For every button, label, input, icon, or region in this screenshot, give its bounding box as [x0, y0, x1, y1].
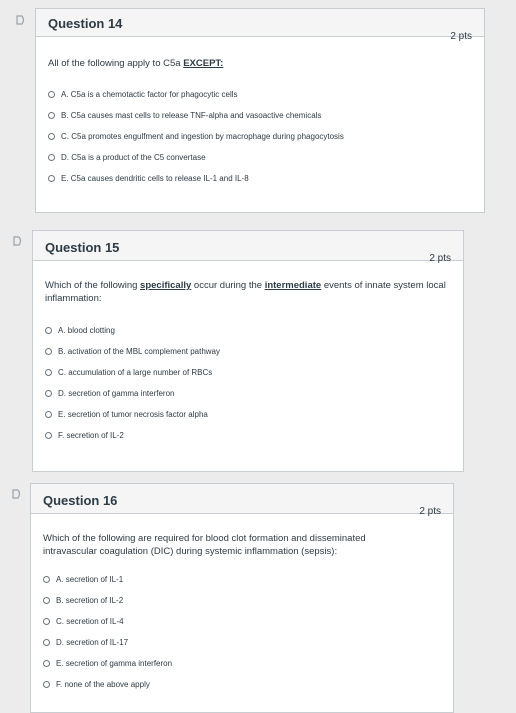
- flag-question-15-icon[interactable]: [13, 236, 23, 246]
- radio-icon[interactable]: [48, 175, 55, 182]
- question-16-card: [30, 483, 454, 713]
- question-14-title: Question 14: [48, 16, 123, 31]
- question-15-card: [32, 230, 464, 472]
- question-15-title: Question 15: [45, 240, 120, 255]
- question-16-points: 2 pts: [419, 506, 441, 517]
- question-14-card: [35, 8, 485, 213]
- radio-icon[interactable]: [43, 618, 50, 625]
- radio-icon[interactable]: [48, 112, 55, 119]
- radio-icon[interactable]: [48, 91, 55, 98]
- radio-icon[interactable]: [45, 411, 52, 418]
- question-15-answer-e[interactable]: E. secretion of tumor necrosis factor alpha: [45, 407, 208, 421]
- flag-question-14-icon[interactable]: [16, 15, 26, 25]
- question-14-text: All of the following apply to C5a EXCEPT:: [48, 58, 224, 69]
- question-15-answer-c[interactable]: C. accumulation of a large number of RBCs: [45, 365, 212, 379]
- flag-question-16-icon[interactable]: [12, 489, 22, 499]
- radio-icon[interactable]: [43, 576, 50, 583]
- question-16-text: Which of the following are required for blood clot formation and disseminated intravascular coagulation (DIC) during systemic inflammation (sepsis):: [43, 533, 366, 557]
- radio-icon[interactable]: [43, 597, 50, 604]
- question-16-answer-a[interactable]: A. secretion of IL-1: [43, 572, 123, 586]
- question-15-header: [33, 231, 463, 264]
- radio-icon[interactable]: [45, 390, 52, 397]
- question-16-answer-b[interactable]: B. secretion of IL-2: [43, 593, 123, 607]
- question-15-text: Which of the following specifically occur during the intermediate events of innate system local inflammation:: [45, 280, 446, 304]
- question-14-answer-d[interactable]: D. C5a is a product of the C5 convertase: [48, 150, 206, 164]
- radio-icon[interactable]: [45, 327, 52, 334]
- radio-icon[interactable]: [48, 154, 55, 161]
- question-15-answer-f[interactable]: F. secretion of IL-2: [45, 428, 124, 442]
- radio-icon[interactable]: [45, 432, 52, 439]
- radio-icon[interactable]: [43, 639, 50, 646]
- question-16-answer-f[interactable]: F. none of the above apply: [43, 677, 150, 691]
- question-14-answer-e[interactable]: E. C5a causes dendritic cells to release IL-1 and IL-8: [48, 171, 249, 185]
- question-16-answer-e[interactable]: E. secretion of gamma interferon: [43, 656, 172, 670]
- question-14-answer-b[interactable]: B. C5a causes mast cells to release TNF-alpha and vasoactive chemicals: [48, 108, 321, 122]
- question-15-points: 2 pts: [429, 253, 451, 264]
- radio-icon[interactable]: [45, 369, 52, 376]
- question-14-points: 2 pts: [450, 31, 472, 42]
- question-14-answer-a[interactable]: A. C5a is a chemotactic factor for phagocytic cells: [48, 87, 238, 101]
- radio-icon[interactable]: [48, 133, 55, 140]
- question-15-answer-a[interactable]: A. blood clotting: [45, 323, 115, 337]
- question-14-header: [36, 9, 484, 42]
- radio-icon[interactable]: [43, 681, 50, 688]
- question-15-answer-d[interactable]: D. secretion of gamma interferon: [45, 386, 175, 400]
- radio-icon[interactable]: [43, 660, 50, 667]
- question-16-answer-c[interactable]: C. secretion of IL-4: [43, 614, 124, 628]
- radio-icon[interactable]: [45, 348, 52, 355]
- question-16-header: [31, 484, 453, 517]
- question-14-answer-c[interactable]: C. C5a promotes engulfment and ingestion by macrophage during phagocytosis: [48, 129, 344, 143]
- question-16-answer-d[interactable]: D. secretion of IL-17: [43, 635, 128, 649]
- question-15-answer-b[interactable]: B. activation of the MBL complement pathway: [45, 344, 220, 358]
- question-16-title: Question 16: [43, 493, 118, 508]
